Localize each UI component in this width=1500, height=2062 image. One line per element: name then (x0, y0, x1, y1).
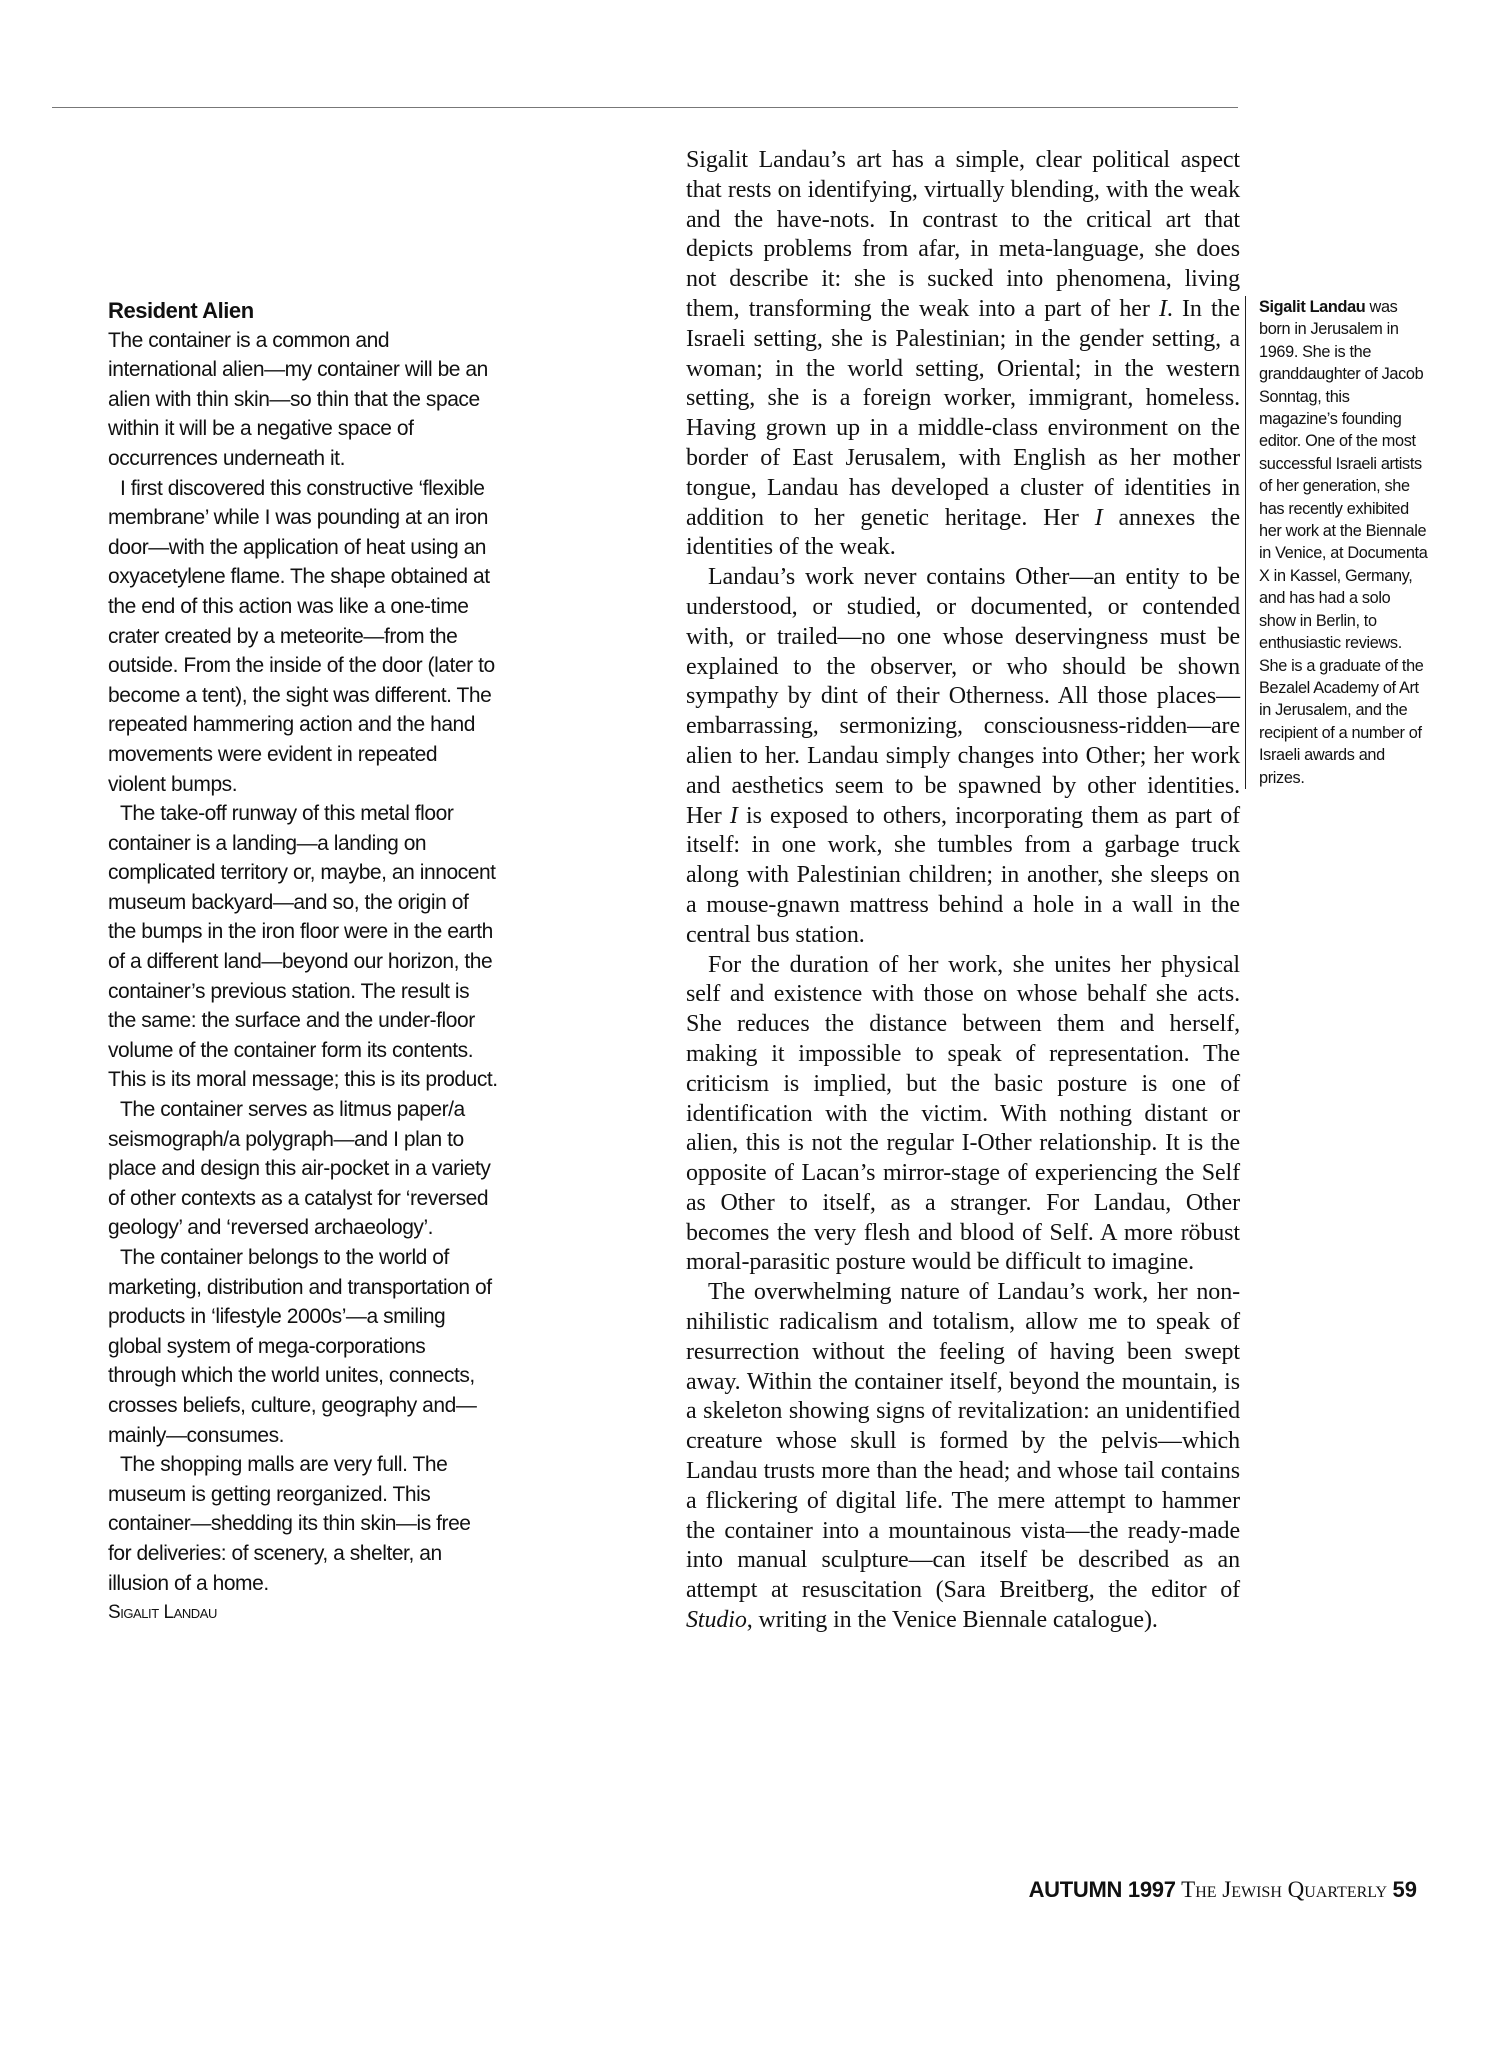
bio-name: Sigalit Landau (1259, 298, 1366, 316)
essay-paragraph-4: The overwhelming nature of Landau’s work, her non-nihilistic radicalism and totalism, allow me to speak of resurrection without the feeling of having been swept away. Within the container itself, beyond the mountain, is a skeleton showing signs of revitalization: an unidentified creature whose skull is formed by the pelvis—which Landau trusts more than the head; and whose tail contains a flickering of digital life. The mere attempt to hammer the container into a mountainous vista—the ready-made into manual sculpture—can itself be described as an attempt at resuscitation (Sara Breitberg, the editor of Studio, writing in the Venice Biennale catalogue). (686, 1279, 1240, 1634)
statement-paragraph-3: The take-off runway of this metal floor container is a landing—a landing on complicated territory or, maybe, an innocent museum backyard—and so, the origin of the bumps in the iron floor were in the earth of a different land—beyond our horizon, the container’s previous station. The result is the same: the surface and the under-floor volume of the container form its contents. This is its moral message; this is its product. (108, 802, 498, 1092)
artist-bio-sidebar (1245, 296, 1431, 789)
statement-paragraph-2: I first discovered this constructive ‘flexible membrane’ while I was pounding at an iron door—with the application of heat using an oxyacetylene flame. The shape obtained at the end of this action was like a one-time crater created by a meteorite—from the outside. From the inside of the door (later to become a tent), the sight was different. The repeated hammering action and the hand movements were evident in repeated violent bumps. (108, 476, 495, 796)
top-rule (52, 107, 1238, 108)
page-number: 59 (1392, 1877, 1417, 1902)
statement-paragraph-4: The container serves as litmus paper/a seismograph/a polygraph—and I plan to place and design this air-pocket in a variety of other contexts as a catalyst for ‘reversed geology’ and ‘reversed archaeology’. (108, 1098, 491, 1240)
statement-paragraph-6: The shopping malls are very full. The museum is getting reorganized. This container—shedding its thin skin—is free for deliveries: of scenery, a shelter, an illusion of a home. (108, 1453, 471, 1595)
statement-signature: Sigalit Landau (108, 1602, 217, 1624)
bio-text: was born in Jerusalem in 1969. She is the granddaughter of Jacob Sonntag, this magazine’s founding editor. One of the most successful Israeli artists of her generation, she has recently exhibited her work at the Biennale in Venice, at Documenta X in Kassel, Germany, and has had a solo show in Berlin, to enthusiastic reviews. She is a graduate of the Bezalel Academy of Art in Jerusalem, and the recipient of a number of Israeli awards and prizes. (1259, 298, 1428, 787)
essay-column (686, 146, 1240, 1636)
artist-statement-column (108, 296, 498, 1628)
magazine-title: The Jewish Quarterly (1181, 1877, 1388, 1902)
page-footer (1029, 1877, 1417, 1903)
essay-paragraph-3: For the duration of her work, she unites her physical self and existence with those on whose behalf she acts. She reduces the distance between them and herself, making it impossible to speak of representation. The criticism is implied, but the basic posture is one of identification with the victim. With nothing distant or alien, this is not the regular I-Other relationship. It is the opposite of Lacan’s mirror-stage of experiencing the Self as Other to itself, as a stranger. For Landau, Other becomes the very flesh and blood of Self. A more röbust moral-parasitic posture would be difficult to imagine. (686, 951, 1240, 1276)
issue-season: AUTUMN 1997 (1028, 1877, 1176, 1902)
essay-paragraph-2: Landau’s work never contains Other—an entity to be understood, or studied, or documented, or contended with, or trailed—no one whose deservingness must be explained to the observer, or who should be shown sympathy by dint of their Otherness. All those places—embarrassing, sermonizing, consciousness-ridden—are alien to her. Landau simply changes into Other; her work and aesthetics seem to be spawned by other identities. Her I is exposed to others, incorporating them as part of itself: in one work, she tumbles from a garbage truck along with Palestinian children; in another, she sleeps on a mouse-gnawn mattress behind a hole in a wall in the central bus station. (686, 564, 1241, 948)
statement-paragraph-5: The container belongs to the world of marketing, distribution and transportation of products in ‘lifestyle 2000s’—a smiling global system of mega-corporations through which the world unites, connects, crosses beliefs, culture, geography and—mainly—consumes. (108, 1246, 492, 1447)
artist-statement-heading: Resident Alien (108, 298, 254, 323)
essay-paragraph-1: Sigalit Landau’s art has a simple, clear political aspect that rests on identifying, virtually blending, with the weak and the have-nots. In contrast to the critical art that depicts problems from afar, in meta-language, she does not describe it: she is sucked into phenomena, living them, transforming the weak into a part of her I. In the Israeli setting, she is Palestinian; in the gender setting, a woman; in the world setting, Oriental; in the western setting, she is a foreign worker, immigrant, homeless. Having grown up in a middle-class environment on the border of East Jerusalem, with English as her mother tongue, Landau has developed a cluster of identities in addition to her genetic heritage. Her I annexes the identities of the weak. (686, 147, 1241, 561)
statement-paragraph-1: The container is a common and international alien—my container will be an alien with thin skin—so thin that the space within it will be a negative space of occurrences underneath it. (108, 328, 488, 470)
